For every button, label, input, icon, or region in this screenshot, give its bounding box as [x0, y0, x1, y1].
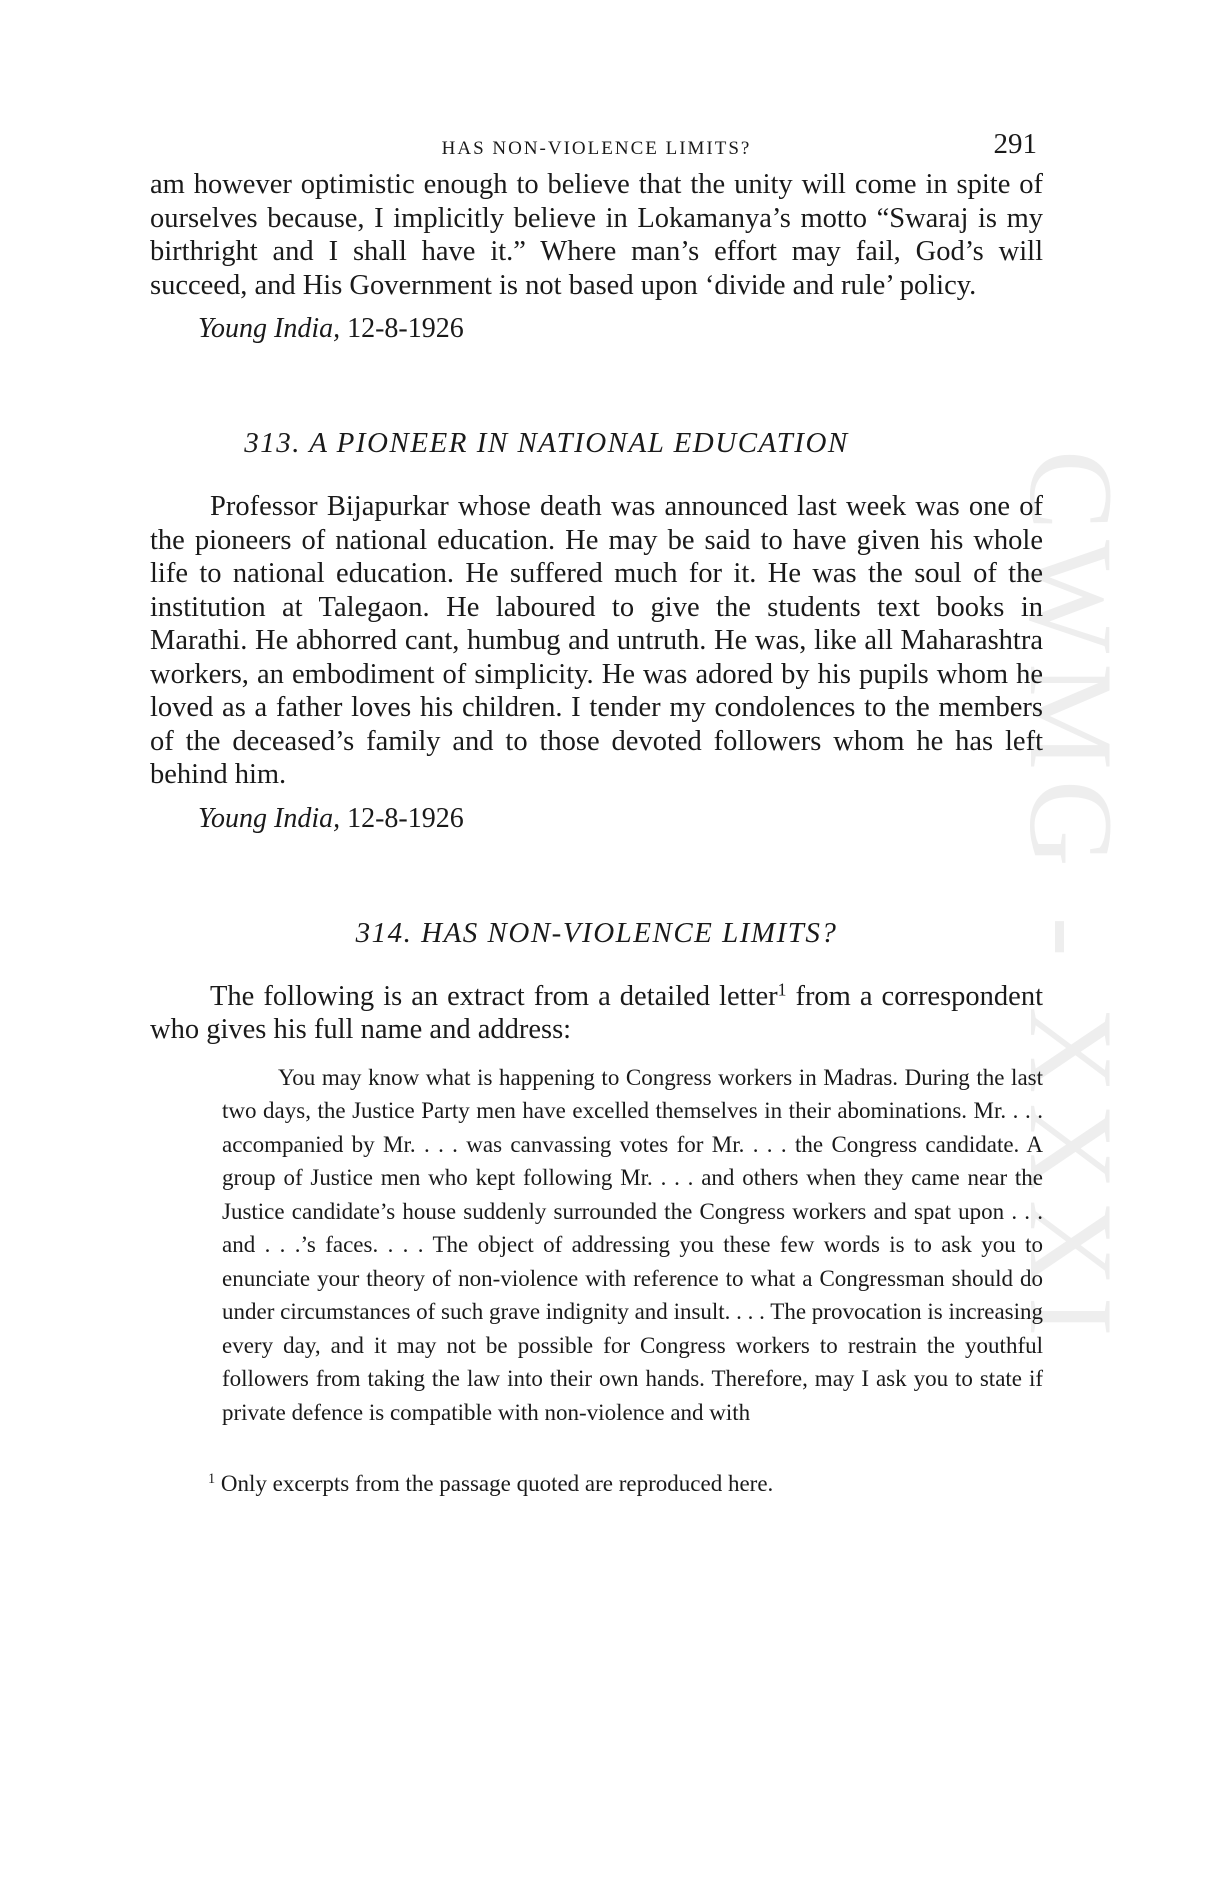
source-journal: Young India, — [198, 802, 341, 834]
page-number: 291 — [993, 128, 1037, 160]
intro-text: from a correspondent who gives his full name and address: — [150, 980, 1043, 1045]
quoted-letter-text: You may know what is happening to Congress workers in Madras. During the last two days, the Justice Party men have excelled themselves in their abominations. Mr. . . . accompanied by Mr. . . . was canvassing votes for Mr. . . . the Congress candidate. A group of Justice men who kept following Mr. . . . and others when they came near the Justice candidate’s house suddenly surrounded the Congress workers and spat upon . . . and . . .’s faces. . . . The object of addressing you these few words is to ask you to enunciate your theory of non-violence with reference to what a Congressman should do under circumstances of such grave indignity and insult. . . . The provocation is increasing every day, and it may not be possible for Congress workers to restrain the youthful followers from taking the law into their own hands. Therefore, may I ask you to state if private defence is compatible with non-violence and with — [222, 1064, 1043, 1425]
section-314-intro — [150, 980, 1043, 1047]
source-journal: Young India, — [198, 313, 341, 344]
intro-text: The following is an extract from a detailed letter — [210, 980, 778, 1012]
source-date: 12-8-1926 — [347, 802, 464, 834]
document-page — [150, 128, 1043, 1499]
watermark: CWMG - XXXI — [1005, 450, 1138, 1347]
source-citation — [198, 802, 1043, 835]
source-date: 12-8-1926 — [347, 313, 464, 344]
continuation-paragraph: am however optimistic enough to believe that the unity will come in spite of ourselves because, I implicitly believe in Lokamanya’s motto “Swaraj is my birthright and I shall have it.” Where man’s effort may fail, God’s will succeed, and His Government is not based upon ‘divide and rule’ policy. — [150, 169, 1043, 301]
section-heading-314: 314. HAS NON-VIOLENCE LIMITS? — [355, 916, 838, 949]
footnote-reference[interactable]: 1 — [777, 978, 787, 999]
source-citation — [198, 312, 1043, 345]
footnote-text: Only excerpts from the passage quoted are reproduced here. — [220, 1471, 774, 1496]
footnote-mark: 1 — [208, 1471, 216, 1488]
quoted-letter — [222, 1061, 1043, 1430]
section-heading-313: 313. A PIONEER IN NATIONAL EDUCATION — [244, 427, 849, 459]
section-313-paragraph: Professor Bijapurkar whose death was announced last week was one of the pioneers of national education. He may be said to have given his whole life to national education. He suffered much for it. He was the soul of the institution at Talegaon. He laboured to give the students text books in Marathi. He abhorred cant, humbug and untruth. He was, like all Maharashtra workers, an embodiment of simplicity. He was adored by his pupils whom he loved as a father loves his children. I tender my condolences to the members of the deceased’s family and to those devoted followers whom he has left behind him. — [150, 491, 1043, 790]
running-head-title: HAS NON-VIOLENCE LIMITS? — [441, 138, 752, 159]
footnote — [208, 1469, 1043, 1499]
running-head — [150, 128, 1043, 168]
